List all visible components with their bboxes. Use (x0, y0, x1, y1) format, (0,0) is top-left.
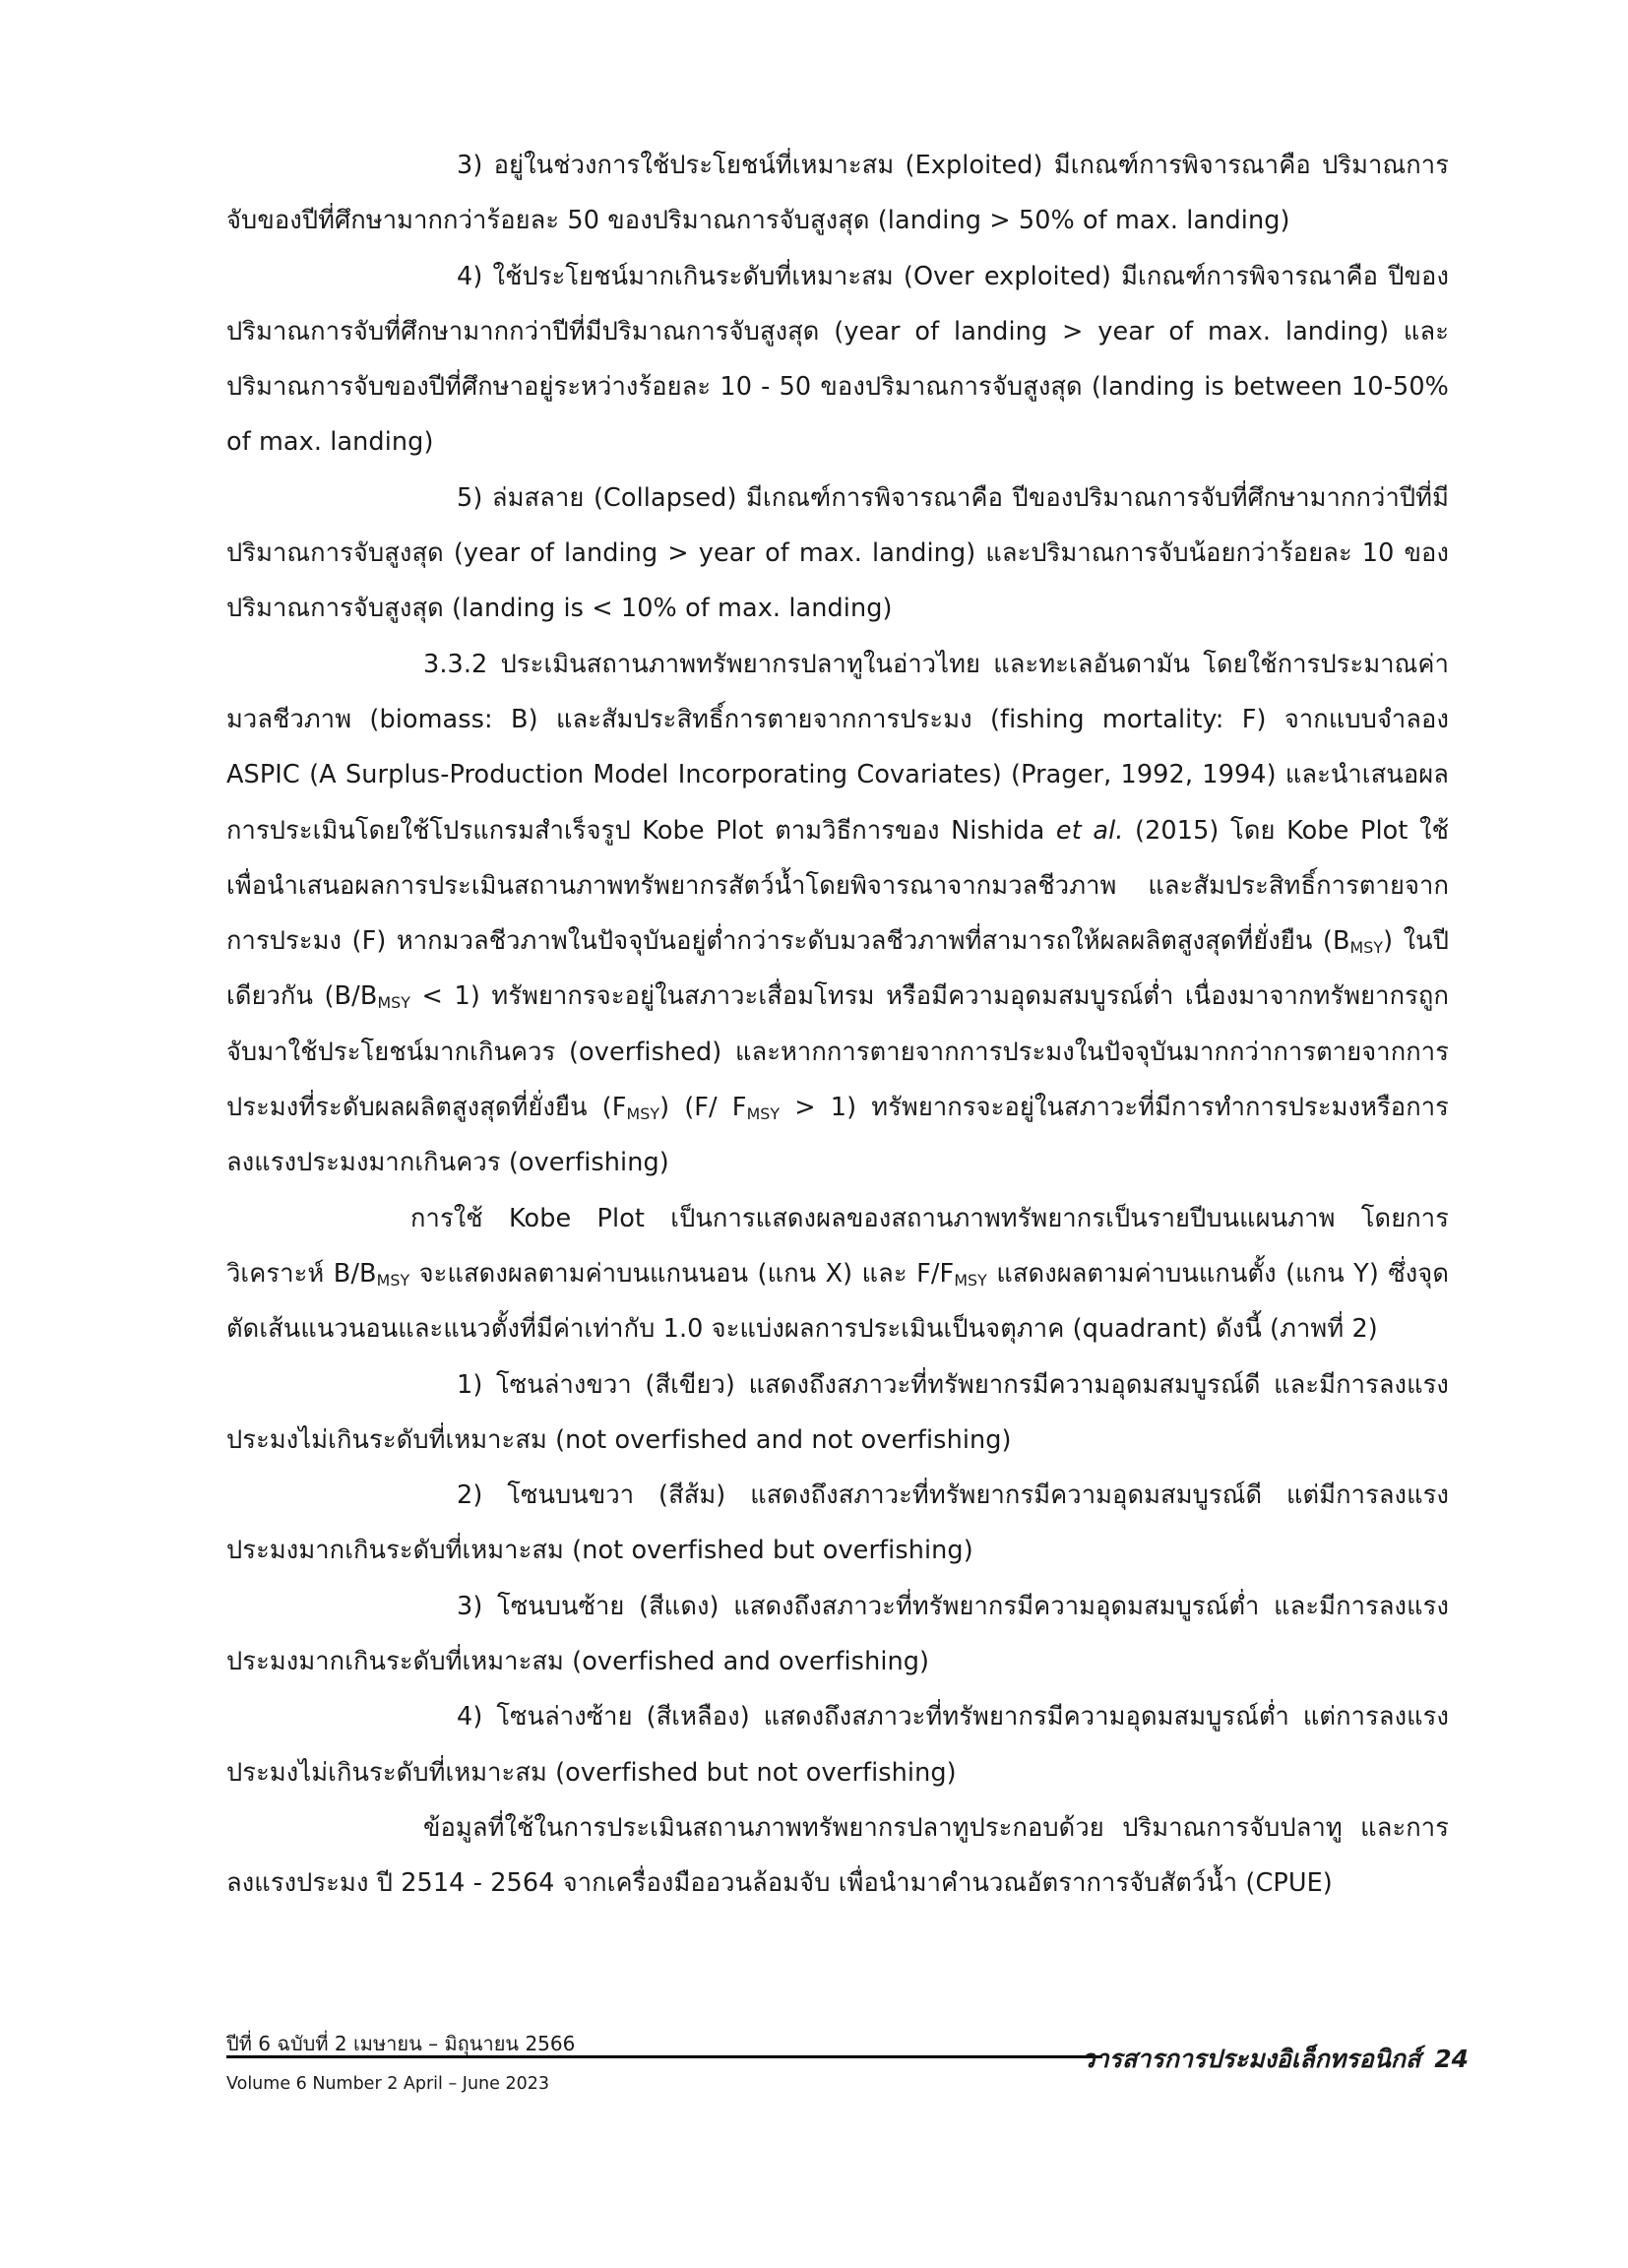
journal-name: วารสารการประมงอิเล็กทรอนิกส์ (1081, 2045, 1421, 2073)
issue-info-english: Volume 6 Number 2 April – June 2023 (226, 2074, 549, 2094)
paragraph-zone-orange: 2) โซนบนขวา (สีส้ม) แสดงถึงสภาวะที่ทรัพยากรมีความอุดมสมบูรณ์ดี แต่มีการลงแรงประมงมากเกินระดับที่เหมาะสม (not overfished but overfishing) (226, 1480, 1449, 1566)
paragraph-exploited: 3) อยู่ในช่วงการใช้ประโยชน์ที่เหมาะสม (Exploited) มีเกณฑ์การพิจารณาคือ ปริมาณการจับของปีที่ศึกษามากกว่าร้อยละ 50 ของปริมาณการจับสูงสุด (landing > 50% of max. landing) (226, 151, 1449, 236)
issue-info-thai: ปีที่ 6 ฉบับที่ 2 เมษายน – มิถุนายน 2566 (226, 2032, 576, 2055)
body-text (226, 138, 1449, 1912)
paragraph-section-3-3-2: 3.3.2 ประเมินสถานภาพทรัพยากรปลาทูในอ่าวไทย และทะเลอันดามัน โดยใช้การประมาณค่ามวลชีวภาพ (biomass: B) และสัมประสิทธิ์การตายจากการประมง (fishing mortality: F) จากแบบจำลอง ASPIC (A Surplus-Production Model Incorporating Covariates) (Prager, 1992, 1994) และนำเสนอผลการประเมินโดยใช้โปรแกรมสำเร็จรูป Kobe Plot ตามวิธีการของ Nishida et al. (2015) โดย Kobe Plot ใช้เพื่อนำเสนอผลการประเมินสถานภาพทรัพยากรสัตว์น้ำโดยพิจารณาจากมวลชีวภาพ และสัมประสิทธิ์การตายจากการประมง (F) หากมวลชีวภาพในปัจจุบันอยู่ต่ำกว่าระดับมวลชีวภาพที่สามารถให้ผลผลิตสูงสุดที่ยั่งยืน $(B_{MSY})$ ในปีเดียวกัน $(B/B_{MSY} < 1)$ ทรัพยากรจะอยู่ในสภาวะเสื่อมโทรม หรือมีความอุดมสมบูรณ์ต่ำ เนื่องมาจากทรัพยากรถูกจับมาใช้ประโยชน์มากเกินควร (overfished) และหากการตายจากการประมงในปัจจุบันมากกว่าการตายจากการประมงที่ระดับผลผลิตสูงสุดที่ยั่งยืน $(F_{MSY})$ (F/ $F_{MSY} > 1$) ทรัพยากรจะอยู่ในสภาวะที่มีการทำการประมงหรือการลงแรงประมงมากเกินควร (overfishing) (226, 649, 1450, 1178)
citation-et-al: et al. (1055, 815, 1124, 846)
page-number: 24 (1434, 2045, 1469, 2073)
paragraph-collapsed: 5) ล่มสลาย (Collapsed) มีเกณฑ์การพิจารณาคือ ปีของปริมาณการจับที่ศึกษามากกว่าปีที่มีปริมาณการจับสูงสุด (year of landing > year of max. landing) และปริมาณการจับน้อยกว่าร้อยละ 10 ของปริมาณการจับสูงสุด (landing is < 10% of max. landing) (226, 482, 1449, 624)
paragraph-over-exploited: 4) ใช้ประโยชน์มากเกินระดับที่เหมาะสม (Over exploited) มีเกณฑ์การพิจารณาคือ ปีของปริมาณการจับที่ศึกษามากกว่าปีที่มีปริมาณการจับสูงสุด (year of landing > year of max. landing) และปริมาณการจับของปีที่ศึกษาอยู่ระหว่างร้อยละ 10 - 50 ของปริมาณการจับสูงสุด (landing is between 10-50% of max. landing) (226, 261, 1449, 458)
page-footer (226, 2028, 1469, 2107)
paragraph-zone-yellow: 4) โซนล่างซ้าย (สีเหลือง) แสดงถึงสภาวะที่ทรัพยากรมีความอุดมสมบูรณ์ต่ำ แต่การลงแรงประมงไม่เกินระดับที่เหมาะสม (overfished but not overfishing) (226, 1702, 1449, 1788)
paragraph-data-used: ข้อมูลที่ใช้ในการประเมินสถานภาพทรัพยากรปลาทูประกอบด้วย ปริมาณการจับปลาทู และการลงแรงประมง ปี 2514 - 2564 จากเครื่องมืออวนล้อมจับ เพื่อนำมาคำนวณอัตราการจับสัตว์น้ำ (CPUE) (226, 1812, 1449, 1899)
paragraph-zone-red: 3) โซนบนซ้าย (สีแดง) แสดงถึงสภาวะที่ทรัพยากรมีความอุดมสมบูรณ์ต่ำ และมีการลงแรงประมงมากเกินระดับที่เหมาะสม (overfished and overfishing) (226, 1591, 1449, 1677)
footer-divider (226, 2055, 1102, 2058)
paragraph-kobe-plot: การใช้ Kobe Plot เป็นการแสดงผลของสถานภาพทรัพยากรเป็นรายปีบนแผนภาพ โดยการวิเคราะห์ $B/B_{MSY}$ จะแสดงผลตามค่าบนแกนนอน (แกน X) และ $F/F_{MSY}$ แสดงผลตามค่าบนแกนตั้ง (แกน Y) ซึ่งจุดตัดเส้นแนวนอนและแนวตั้งที่มีค่าเท่ากับ 1.0 จะแบ่งผลการประเมินเป็นจตุภาค (quadrant) ดังนี้ (ภาพที่ 2) (226, 1203, 1449, 1345)
journal-title (1082, 2040, 1469, 2079)
paragraph-zone-green: 1) โซนล่างขวา (สีเขียว) แสดงถึงสภาวะที่ทรัพยากรมีความอุดมสมบูรณ์ดี และมีการลงแรงประมงไม่เกินระดับที่เหมาะสม (not overfished and not overfishing) (226, 1369, 1449, 1455)
